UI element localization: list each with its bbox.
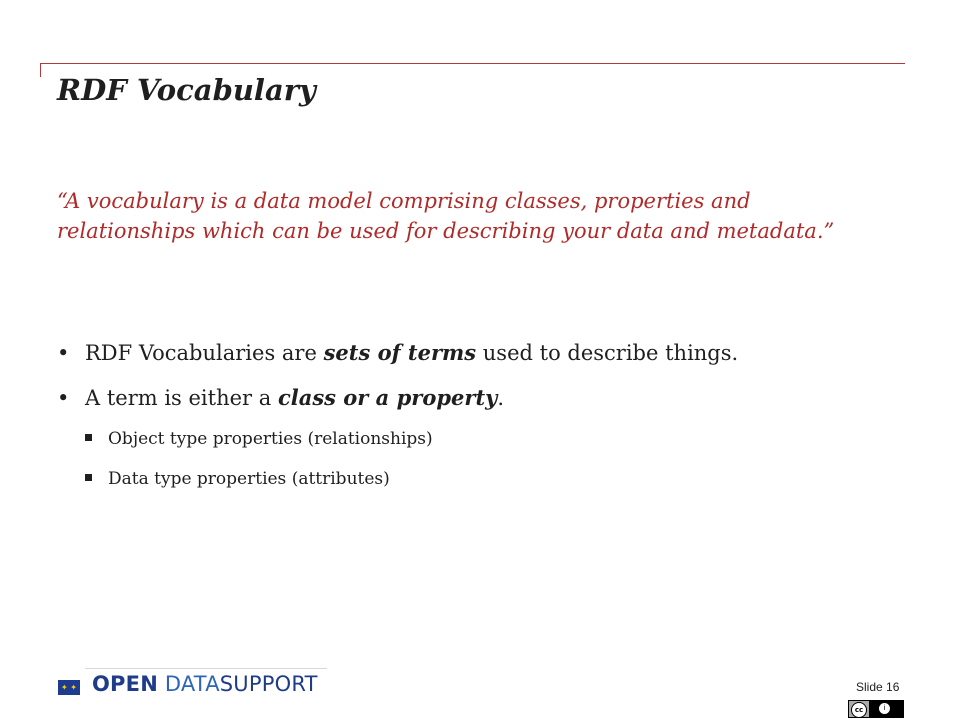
sub-bullet-text: Data type properties (attributes) <box>108 469 390 489</box>
title-rule-tick <box>40 63 41 77</box>
bullet-dot-icon: • <box>57 341 70 365</box>
bullet-dot-icon: • <box>57 386 70 410</box>
sub-bullet-data-type <box>85 469 390 489</box>
sub-bullet-object-type <box>85 429 433 449</box>
sub-bullet-text: Object type properties (relationships) <box>108 429 433 449</box>
bullet-class-or-property <box>57 385 504 410</box>
open-data-support-logo: OPEN DATASUPPORT <box>92 672 318 696</box>
bullet-text: . <box>497 386 505 410</box>
square-bullet-icon <box>85 474 92 481</box>
bullet-text: used to describe things. <box>476 341 739 365</box>
definition-quote: “A vocabulary is a data model comprising classes, properties and relationships which can be used for describing your data and metadata.” <box>57 189 835 243</box>
slide-number: Slide 16 <box>856 680 900 694</box>
bullet-sets-of-terms <box>57 340 738 365</box>
eu-flag-icon: ✦ ✦ <box>58 680 80 695</box>
bullet-emphasis: sets of terms <box>323 340 477 365</box>
footer-divider <box>85 668 327 669</box>
bullet-emphasis: class or a property <box>277 385 498 410</box>
square-bullet-icon <box>85 434 92 441</box>
bullet-text: RDF Vocabularies are <box>85 341 324 365</box>
bullet-text: A term is either a <box>85 386 278 410</box>
cc-by-icon: cc i <box>848 700 904 718</box>
slide-title: RDF Vocabulary <box>57 73 316 107</box>
title-rule <box>40 63 905 64</box>
